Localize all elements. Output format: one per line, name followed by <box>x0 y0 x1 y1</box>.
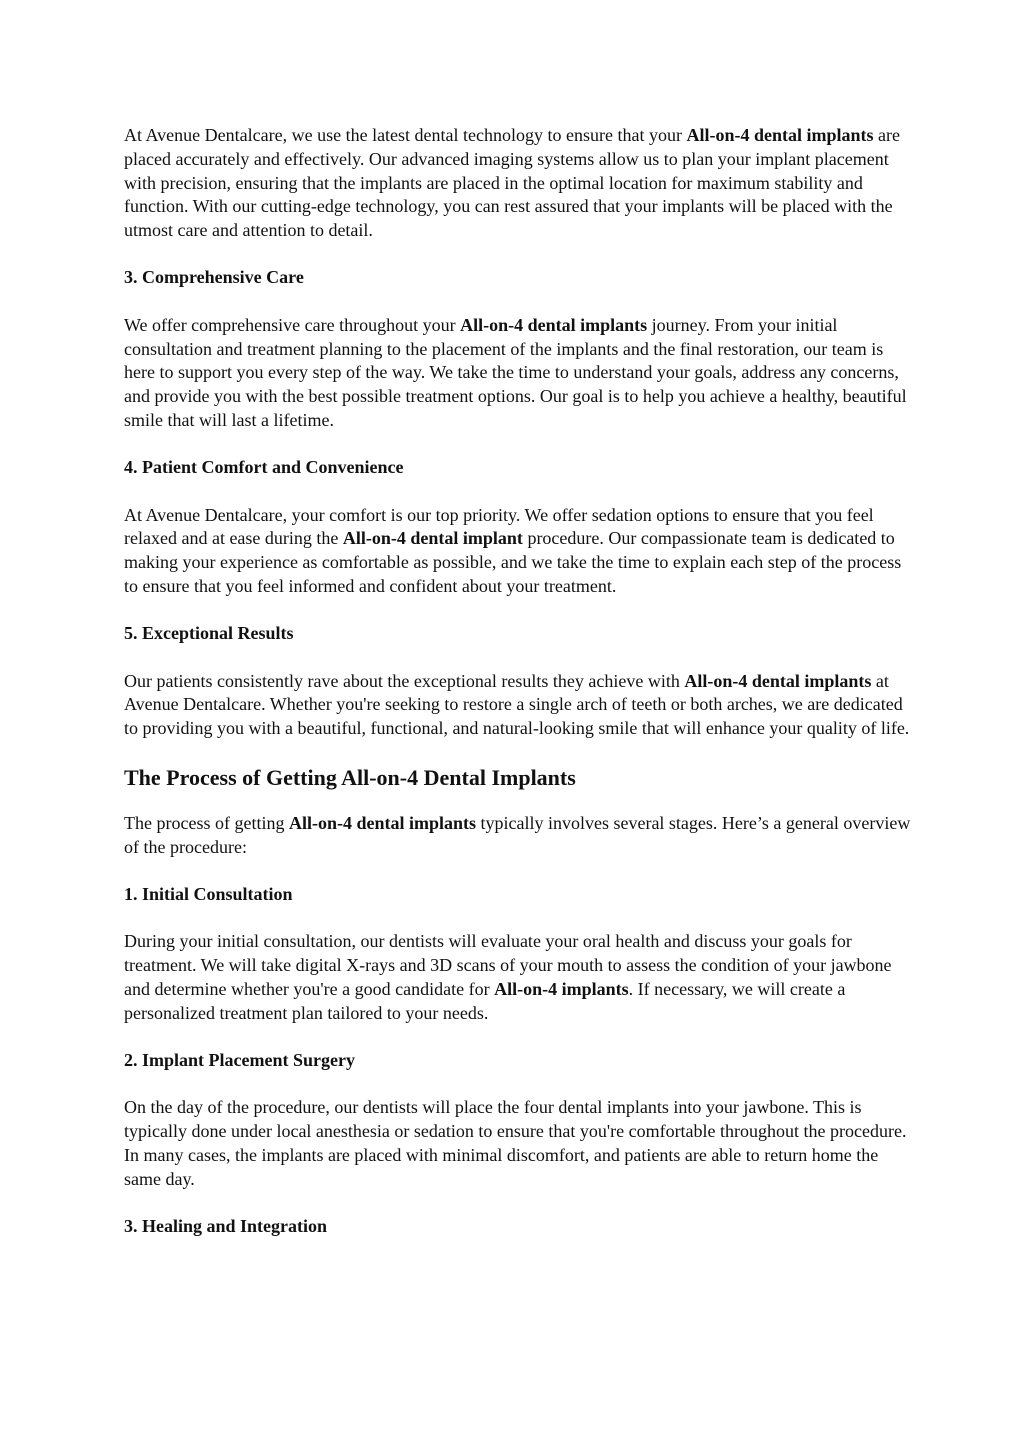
text-run: We offer comprehensive care throughout your <box>124 314 461 335</box>
text-run: The process of getting <box>124 812 289 833</box>
text-run: At Avenue Dentalcare, we use the latest dental technology to ensure that your <box>124 125 687 145</box>
keyword-bold: All-on-4 dental implant <box>342 528 523 549</box>
text-run: typically involves several stages. Here’s a general overview of the procedure: <box>124 812 911 857</box>
keyword-bold: All-on-4 dental implants <box>288 812 476 833</box>
keyword-bold: All-on-4 dental implants <box>684 670 872 691</box>
implant-surgery-paragraph: On the day of the procedure, our dentists will place the four dental implants into your jawbone. This is typically done under local anesthesia or sedation to ensure that you're comfortable throughout the procedure. In many cases, the implants are placed with minimal discomfort, and patients are able to return home the same day. <box>124 1097 907 1189</box>
text-run: procedure. Our compassionate team is dedicated to making your experience as comfortable as possible, and we take the time to explain each step of the process to ensure that you feel informed and confident about your treatment. <box>124 528 902 596</box>
exceptional-results-heading: 5. Exceptional Results <box>124 622 294 643</box>
text-run: . If necessary, we will create a personalized treatment plan tailored to your needs. <box>124 978 846 1023</box>
text-run: at Avenue Dentalcare. Whether you're seeking to restore a single arch of teeth or both arches, we are dedicated to providing you with a beautiful, functional, and natural-looking smile that will enhance your quality of life. <box>124 670 910 739</box>
text-run: are placed accurately and effectively. Our advanced imaging systems allow us to plan your implant placement with precision, ensuring that the implants are placed in the optimal location for maximum stability and function. With our cutting-edge technology, you can rest assured that your implants will be placed with the utmost care and attention to detail. <box>124 125 900 241</box>
text-run: At Avenue Dentalcare, your comfort is our top priority. We offer sedation options to ensure that you feel relaxed and at ease during the <box>124 504 874 549</box>
keyword-bold: All-on-4 dental implants <box>686 125 874 145</box>
text-run: During your initial consultation, our dentists will evaluate your oral health and discuss your goals for treatment. We will take digital X-rays and 3D scans of your mouth to assess the condition of your jawbone and determine whether you're a good candidate for <box>124 931 892 999</box>
comprehensive-care-paragraph <box>124 314 914 433</box>
document-page <box>124 124 914 1262</box>
patient-comfort-heading: 4. Patient Comfort and Convenience <box>124 456 404 477</box>
keyword-bold: All-on-4 dental implants <box>460 314 648 335</box>
process-intro-paragraph <box>124 812 914 860</box>
text-run: Our patients consistently rave about the exceptional results they achieve with <box>124 670 685 691</box>
keyword-bold: All-on-4 implants <box>494 978 629 999</box>
healing-integration-heading: 3. Healing and Integration <box>124 1215 328 1236</box>
comprehensive-care-heading: 3. Comprehensive Care <box>124 266 304 287</box>
initial-consultation-heading: 1. Initial Consultation <box>124 883 293 904</box>
implant-surgery-heading: 2. Implant Placement Surgery <box>124 1049 355 1070</box>
initial-consultation-paragraph <box>124 930 914 1025</box>
process-section-heading: The Process of Getting All-on-4 Dental Implants <box>124 764 576 790</box>
text-run: journey. From your initial consultation and treatment planning to the placement of the implants and the final restoration, our team is here to support you every step of the way. We take the time to understand your goals, address any concerns, and provide you with the best possible treatment options. Our goal is to help you achieve a healthy, beautiful smile that will last a lifetime. <box>124 314 907 430</box>
exceptional-results-paragraph <box>124 670 914 741</box>
patient-comfort-paragraph <box>124 504 914 599</box>
technology-paragraph <box>124 124 914 243</box>
